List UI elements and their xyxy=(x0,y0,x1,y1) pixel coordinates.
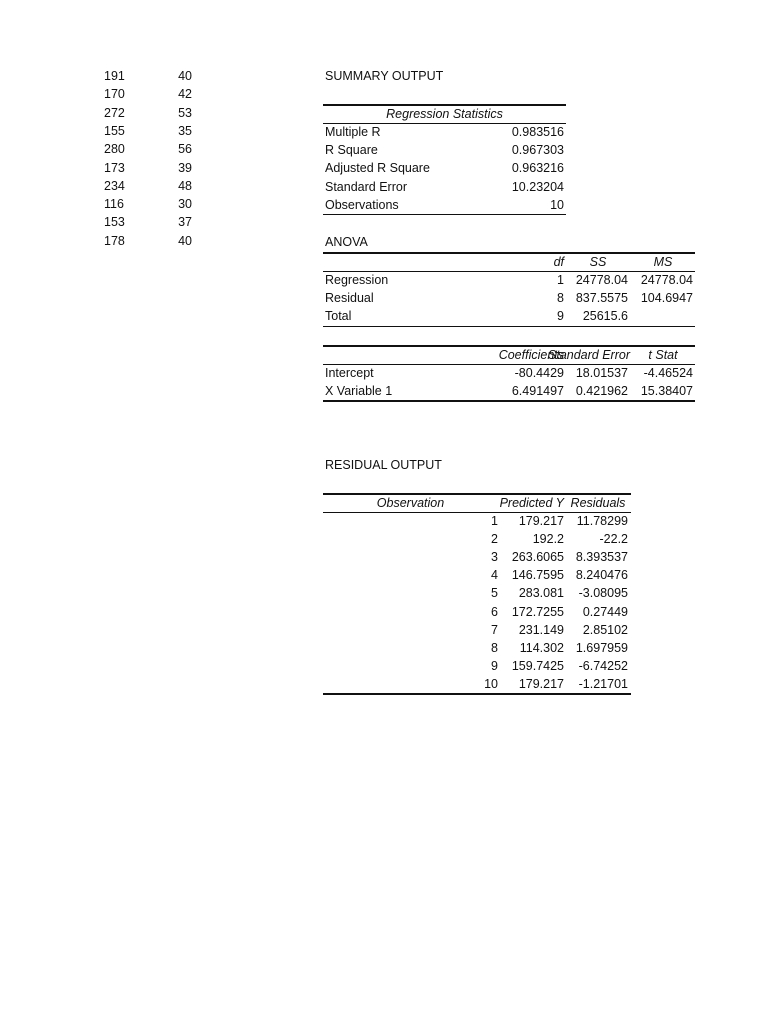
anova-header-ss: SS xyxy=(589,255,607,269)
residual-output-title: RESIDUAL OUTPUT xyxy=(325,458,442,472)
regression-stat-value: 0.983516 xyxy=(511,125,564,139)
coef-t-stat-cell: 15.38407 xyxy=(640,384,693,399)
coef-row-label: Intercept xyxy=(325,366,374,380)
regression-stat-label: Adjusted R Square xyxy=(325,161,430,176)
residual-header-predicted-y: Predicted Y xyxy=(499,496,564,510)
coef-header-standard-error: Standard Error xyxy=(548,348,630,362)
raw-data-x-cell: 191 xyxy=(104,69,125,83)
residual-observation-cell: 9 xyxy=(491,658,498,673)
coef-value-cell: 6.491497 xyxy=(511,384,564,399)
residual-value-cell: 2.85102 xyxy=(582,622,628,637)
coef-bottom-rule xyxy=(323,400,695,402)
raw-data-x-cell: 153 xyxy=(104,215,125,230)
regression-stat-value: 10 xyxy=(550,197,564,212)
raw-data-x-cell: 155 xyxy=(104,123,125,138)
raw-data-y-cell: 42 xyxy=(178,87,192,102)
anova-ms-cell xyxy=(631,307,693,325)
regression-stat-label: R Square xyxy=(325,143,378,158)
raw-data-x-cell: 178 xyxy=(104,233,125,248)
raw-data-x-cell: 234 xyxy=(104,178,125,193)
residual-value-cell: 0.27449 xyxy=(582,604,628,619)
anova-title: ANOVA xyxy=(325,235,368,249)
residual-observation-cell: 7 xyxy=(491,622,498,637)
residual-header-residuals: Residuals xyxy=(570,496,626,510)
anova-bottom-rule xyxy=(323,326,695,327)
raw-data-y-cell: 30 xyxy=(178,197,192,212)
anova-row-label: Regression xyxy=(325,273,389,287)
residual-predicted-cell: 263.6065 xyxy=(511,550,564,565)
anova-header-ms: MS xyxy=(653,255,673,269)
coef-header-t-stat: t Stat xyxy=(648,348,678,362)
raw-data-y-cell: 37 xyxy=(178,215,192,230)
residual-predicted-cell: 114.302 xyxy=(519,640,564,655)
regression-stats-bottom-rule xyxy=(323,214,566,215)
regression-stat-label: Standard Error xyxy=(325,179,407,194)
residual-observation-cell: 5 xyxy=(491,586,498,601)
residual-predicted-cell: 179.217 xyxy=(518,676,564,691)
coef-t-stat-cell: -4.46524 xyxy=(643,366,693,380)
raw-data-x-cell: 280 xyxy=(104,142,125,157)
coef-header-coefficients: Coefficients xyxy=(498,348,564,362)
residual-bottom-rule xyxy=(323,693,631,695)
residual-value-cell: -22.2 xyxy=(599,532,628,547)
anova-df-cell: 9 xyxy=(557,309,564,324)
residual-observation-cell: 10 xyxy=(484,676,498,691)
residual-predicted-cell: 172.7255 xyxy=(511,604,564,619)
regression-stat-value: 10.23204 xyxy=(511,179,564,194)
anova-ms-cell: 104.6947 xyxy=(640,291,693,306)
raw-data-y-cell: 48 xyxy=(178,178,192,193)
residual-predicted-cell: 192.2 xyxy=(532,532,564,547)
residual-value-cell: 11.78299 xyxy=(576,514,628,528)
residual-value-cell: -3.08095 xyxy=(578,586,628,601)
residual-observation-cell: 4 xyxy=(491,568,498,583)
raw-data-x-cell: 116 xyxy=(104,197,124,212)
residual-predicted-cell: 159.7425 xyxy=(511,658,564,673)
anova-header-df: df xyxy=(553,255,564,269)
regression-stats-header: Regression Statistics xyxy=(386,107,503,121)
anova-ss-cell: 25615.6 xyxy=(582,309,628,324)
residual-header-observation: Observation xyxy=(376,496,445,510)
residual-value-cell: 1.697959 xyxy=(575,640,628,655)
regression-stat-value: 0.967303 xyxy=(511,143,564,158)
anova-df-cell: 1 xyxy=(557,273,564,287)
residual-predicted-cell: 283.081 xyxy=(518,586,564,601)
raw-data-y-cell: 53 xyxy=(178,105,192,120)
regression-stat-label: Multiple R xyxy=(325,125,381,139)
coef-row-label: X Variable 1 xyxy=(325,384,393,399)
residual-observation-cell: 8 xyxy=(491,640,498,655)
residual-observation-cell: 3 xyxy=(491,550,498,565)
anova-ss-cell: 24778.04 xyxy=(575,273,628,287)
anova-row-label: Residual xyxy=(325,291,374,306)
raw-data-y-cell: 35 xyxy=(178,123,192,138)
raw-data-y-cell: 40 xyxy=(178,69,192,83)
coef-value-cell: -80.4429 xyxy=(514,366,564,380)
raw-data-x-cell: 173 xyxy=(104,160,125,175)
raw-data-y-cell: 39 xyxy=(178,160,192,175)
regression-stat-label: Observations xyxy=(325,197,399,212)
residual-value-cell: -6.74252 xyxy=(578,658,628,673)
raw-data-y-cell: 40 xyxy=(178,233,192,248)
raw-data-x-cell: 170 xyxy=(104,87,125,102)
residual-predicted-cell: 146.7595 xyxy=(511,568,564,583)
residual-observation-cell: 2 xyxy=(491,532,498,547)
residual-observation-cell: 6 xyxy=(491,604,498,619)
summary-output-title: SUMMARY OUTPUT xyxy=(325,69,444,83)
raw-data-y-cell: 56 xyxy=(178,142,192,157)
residual-observation-cell: 1 xyxy=(491,514,498,528)
raw-data-x-cell: 272 xyxy=(104,105,125,120)
anova-row-label: Total xyxy=(325,309,352,324)
anova-ms-cell: 24778.04 xyxy=(640,273,693,287)
residual-predicted-cell: 231.149 xyxy=(518,622,564,637)
residual-predicted-cell: 179.217 xyxy=(518,514,564,528)
coef-standard-error-cell: 0.421962 xyxy=(575,384,628,399)
residual-value-cell: -1.21701 xyxy=(578,676,628,691)
anova-ss-cell: 837.5575 xyxy=(575,291,628,306)
regression-stat-value: 0.963216 xyxy=(511,161,564,176)
residual-value-cell: 8.240476 xyxy=(575,568,628,583)
coef-standard-error-cell: 18.01537 xyxy=(575,366,628,380)
residual-value-cell: 8.393537 xyxy=(575,550,628,565)
anova-df-cell: 8 xyxy=(557,291,564,306)
